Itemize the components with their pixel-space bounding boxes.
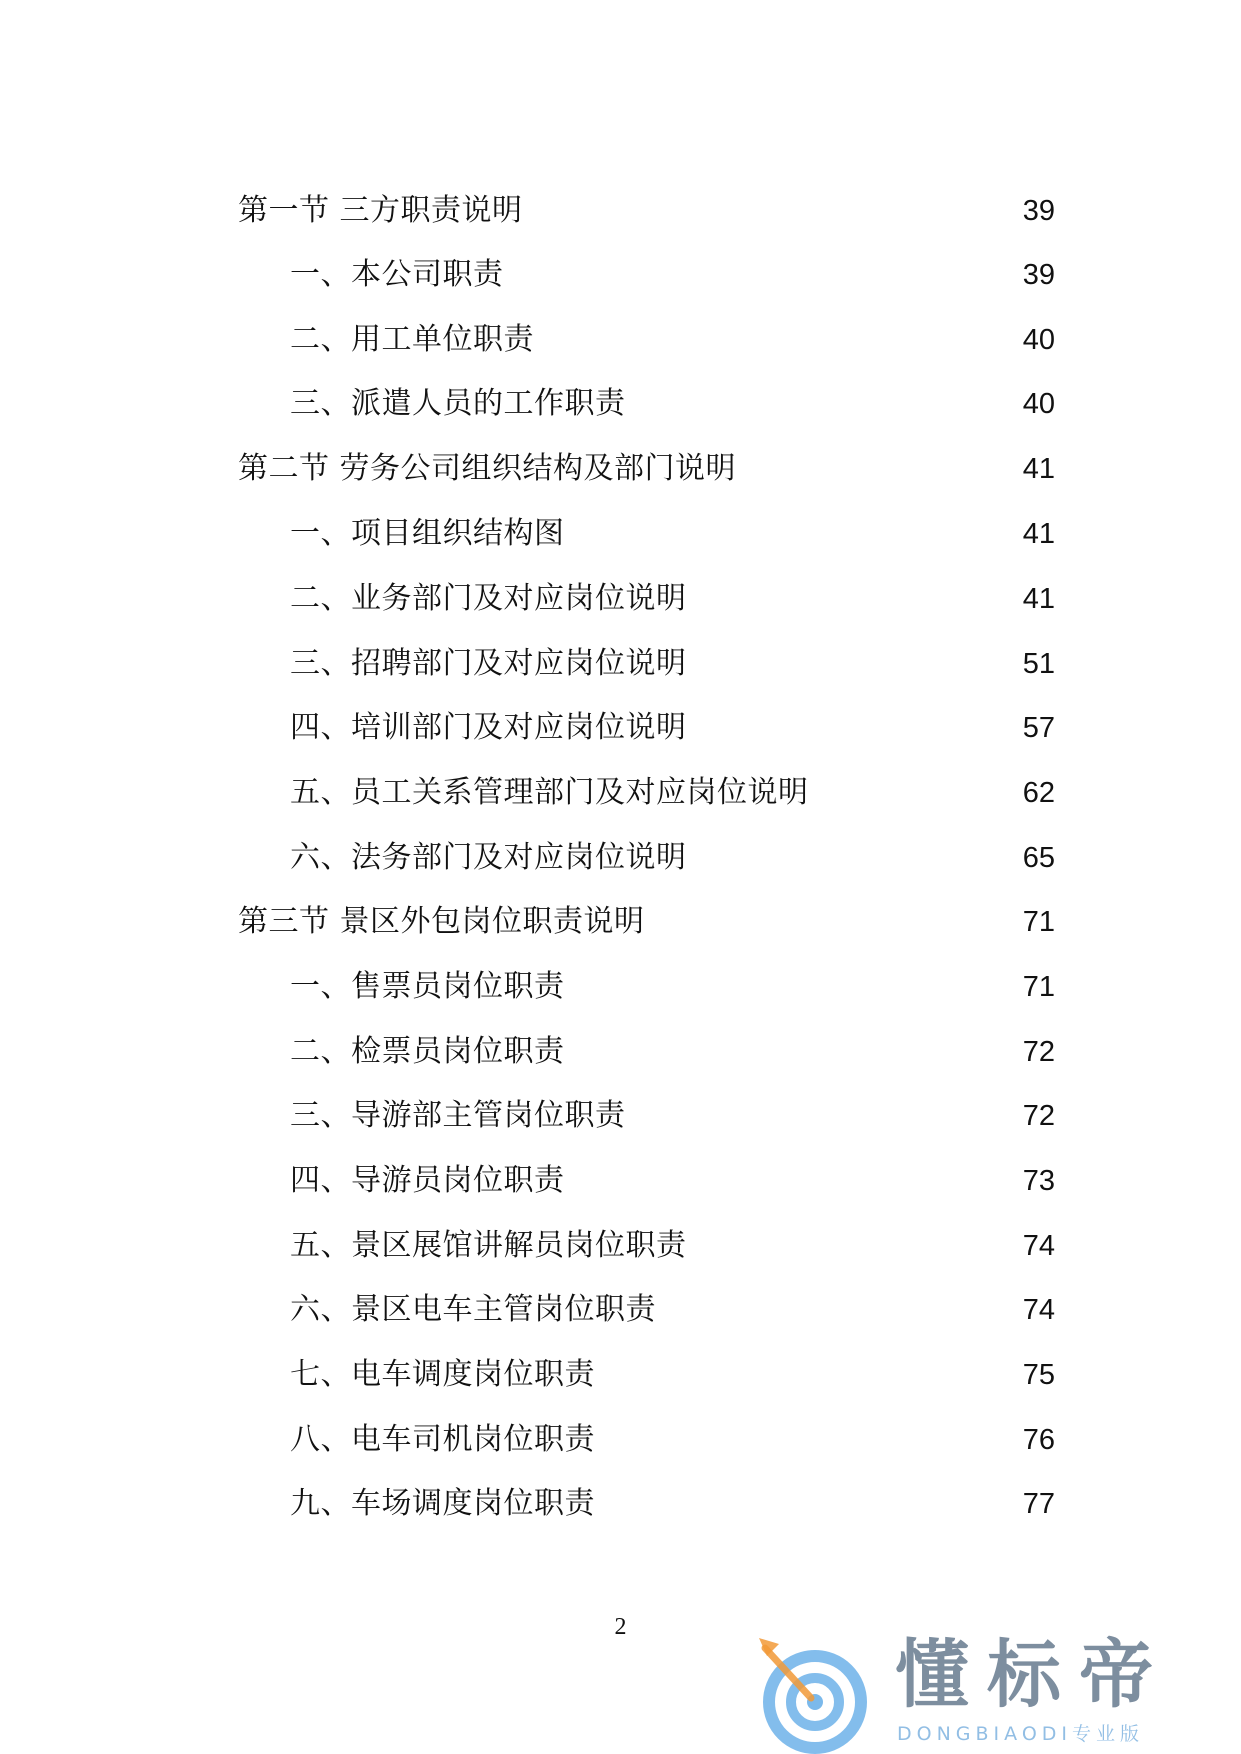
toc-entry-label: 六、景区电车主管岗位职责 bbox=[290, 1292, 656, 1327]
toc-entry-page: 41 bbox=[1022, 518, 1055, 550]
toc-entry-page: 51 bbox=[1022, 648, 1055, 680]
toc-entry[interactable] bbox=[0, 1028, 1241, 1076]
toc-entry-page: 39 bbox=[1022, 259, 1055, 291]
toc-entry[interactable] bbox=[0, 187, 1241, 235]
toc-entry-page: 74 bbox=[1022, 1230, 1055, 1262]
toc-entry[interactable] bbox=[0, 963, 1241, 1011]
toc-entry-label: 五、景区展馆讲解员岗位职责 bbox=[290, 1228, 687, 1263]
toc-entry-label: 四、培训部门及对应岗位说明 bbox=[290, 710, 687, 745]
toc-entry[interactable] bbox=[0, 251, 1241, 299]
toc-entry-page: 72 bbox=[1022, 1100, 1055, 1132]
toc-entry-page: 74 bbox=[1022, 1294, 1055, 1326]
toc-entry-label: 四、导游员岗位职责 bbox=[290, 1163, 565, 1198]
toc-entry-label: 三、导游部主管岗位职责 bbox=[290, 1098, 626, 1133]
toc-entry[interactable] bbox=[0, 316, 1241, 364]
toc-entry-page: 41 bbox=[1022, 583, 1055, 615]
watermark-brand: 懂标帝 bbox=[895, 1632, 1171, 1718]
toc-entry[interactable] bbox=[0, 1222, 1241, 1270]
toc-entry-page: 65 bbox=[1022, 842, 1055, 874]
toc-entry-label: 三、招聘部门及对应岗位说明 bbox=[290, 646, 687, 681]
toc-entry[interactable] bbox=[0, 510, 1241, 558]
toc-entry-label: 一、项目组织结构图 bbox=[290, 516, 565, 551]
toc-entry-page: 73 bbox=[1022, 1165, 1055, 1197]
toc-entry[interactable] bbox=[0, 1416, 1241, 1464]
toc-entry-label: 第三节 景区外包岗位职责说明 bbox=[238, 904, 645, 939]
toc-entry-label: 九、车场调度岗位职责 bbox=[290, 1486, 595, 1521]
toc-entry[interactable] bbox=[0, 1286, 1241, 1334]
toc-entry-page: 39 bbox=[1022, 195, 1055, 227]
toc-entry-page: 72 bbox=[1022, 1036, 1055, 1068]
toc-entry-page: 77 bbox=[1022, 1488, 1055, 1520]
toc-entry-label: 一、售票员岗位职责 bbox=[290, 969, 565, 1004]
toc-entry-label: 第一节 三方职责说明 bbox=[238, 193, 523, 228]
toc-entry-page: 71 bbox=[1022, 906, 1055, 938]
toc-entry[interactable] bbox=[0, 769, 1241, 817]
toc-entry-label: 一、本公司职责 bbox=[290, 257, 504, 292]
toc-entry-label: 三、派遣人员的工作职责 bbox=[290, 386, 626, 421]
toc-entry[interactable] bbox=[0, 898, 1241, 946]
toc-entry-page: 76 bbox=[1022, 1424, 1055, 1456]
toc-entry[interactable] bbox=[0, 575, 1241, 623]
watermark bbox=[745, 1630, 1241, 1754]
toc-entry-label: 五、员工关系管理部门及对应岗位说明 bbox=[290, 775, 809, 810]
toc-entry-page: 40 bbox=[1022, 324, 1055, 356]
toc-entry[interactable] bbox=[0, 1092, 1241, 1140]
watermark-subtitle: DONGBIAODI专业版 bbox=[897, 1723, 1145, 1745]
toc-entry[interactable] bbox=[0, 380, 1241, 428]
toc-entry[interactable] bbox=[0, 640, 1241, 688]
toc-entry-label: 六、法务部门及对应岗位说明 bbox=[290, 840, 687, 875]
toc-entry-page: 41 bbox=[1022, 453, 1055, 485]
toc-entry-label: 七、电车调度岗位职责 bbox=[290, 1357, 595, 1392]
target-arrow-icon bbox=[745, 1630, 875, 1754]
toc-entry[interactable] bbox=[0, 1480, 1241, 1528]
toc-entry-label: 二、业务部门及对应岗位说明 bbox=[290, 581, 687, 616]
toc-entry-label: 二、用工单位职责 bbox=[290, 322, 534, 357]
toc-entry-page: 62 bbox=[1022, 777, 1055, 809]
toc-entry[interactable] bbox=[0, 704, 1241, 752]
toc-entry[interactable] bbox=[0, 445, 1241, 493]
toc-entry[interactable] bbox=[0, 834, 1241, 882]
toc-entry[interactable] bbox=[0, 1351, 1241, 1399]
toc-entry[interactable] bbox=[0, 1157, 1241, 1205]
toc-entry-page: 40 bbox=[1022, 388, 1055, 420]
toc-entry-label: 二、检票员岗位职责 bbox=[290, 1034, 565, 1069]
toc-entry-page: 57 bbox=[1022, 712, 1055, 744]
toc-entry-label: 八、电车司机岗位职责 bbox=[290, 1422, 595, 1457]
toc-entry-page: 71 bbox=[1022, 971, 1055, 1003]
toc-entry-label: 第二节 劳务公司组织结构及部门说明 bbox=[238, 451, 737, 486]
toc-entry-page: 75 bbox=[1022, 1359, 1055, 1391]
page-number: 2 bbox=[614, 1614, 627, 1640]
